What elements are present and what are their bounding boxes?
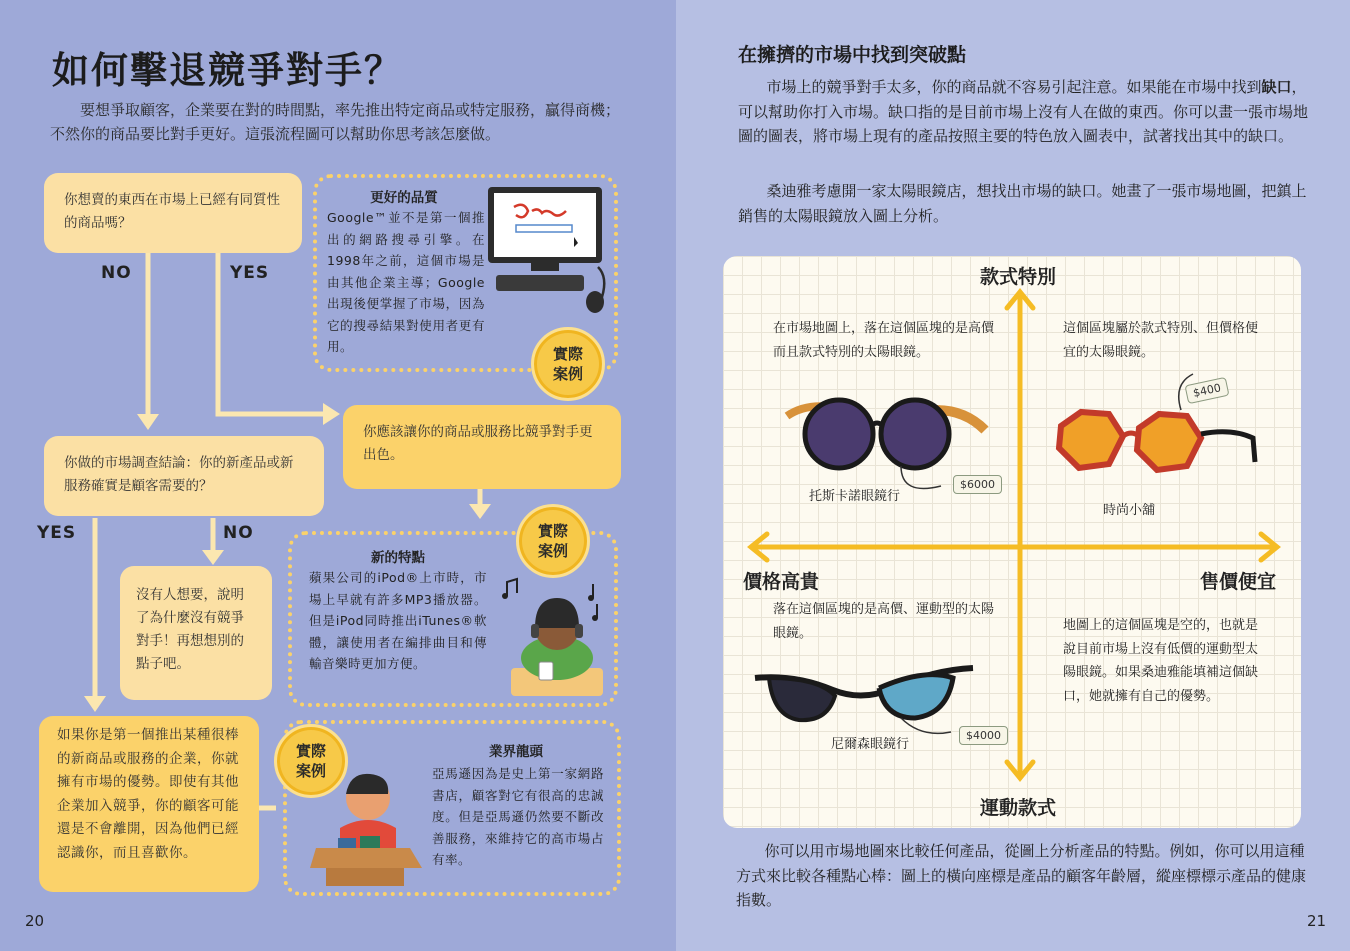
section-title: 在擁擠的市場中找到突破點	[738, 44, 967, 66]
price-tag-bl: $4000	[959, 726, 1008, 745]
case2-title: 新的特點	[371, 550, 425, 566]
page-number-right: 21	[1307, 912, 1327, 930]
real-case-badge-3: 實際 案例	[274, 724, 348, 798]
first-mover-box: 如果你是第一個推出某種很棒的新商品或服務的企業，你就擁有市場的優勢。即使有其他企業加入競爭，你的顧客可能還是不會離開，因為他們已經認識你，而且喜歡你。	[39, 716, 259, 892]
axis-top-label: 款式特別	[980, 266, 1057, 288]
price-tag-tr: $400	[1184, 377, 1229, 404]
quadrant-bottom-left-text: 落在這個區塊的是高價、運動型的太陽眼鏡。	[773, 602, 995, 641]
hexagon-sunglasses-icon	[1053, 406, 1259, 486]
shop-name-tr: 時尚小舖	[1103, 503, 1156, 518]
case1-title: 更好的品質	[370, 190, 438, 206]
paragraph-2: 桑迪雅考慮開一家太陽眼鏡店，想找出市場的缺口。她畫了一張市場地圖，把鎮上銷售的太陽眼鏡放入圖上分析。	[738, 182, 1307, 225]
yes-label-1: YES	[230, 263, 270, 283]
real-case-badge-2: 實際 案例	[516, 504, 590, 578]
quadrant-top-left-text: 在市場地圖上，落在這個區塊的是高價而且款式特別的太陽眼鏡。	[773, 321, 995, 360]
right-page	[676, 0, 1350, 951]
case3-title: 業界龍頭	[489, 744, 543, 760]
case2-text: 蘋果公司的iPod®上市時，市場上早就有許多MP3播放器。但是iPod同時推出iTunes®軟體，讓使用者在編排曲目和傳輸音樂時更加方便。	[309, 570, 487, 671]
real-case-badge-1: 實際 案例	[531, 327, 605, 401]
paragraph-1: 市場上的競爭對手太多，你的商品就不容易引起注意。如果能在市場中找到缺口，可以幫助你打入市場。缺口指的是目前市場上沒有人在做的東西。你可以畫一張市場地圖的圖表，將市場上現有的產品按照主要的特色放入圖表中，試著找出其中的缺口。	[738, 78, 1309, 145]
question-existing-products: 你想賣的東西在市場上已經有同質性的商品嗎？	[44, 173, 302, 253]
axis-bottom-label: 運動款式	[980, 797, 1057, 819]
computer-icon	[486, 185, 610, 315]
page-title: 如何擊退競爭對手？	[52, 49, 403, 92]
shop-name-bl: 尼爾森眼鏡行	[831, 737, 910, 752]
price-tag-tl: $6000	[953, 475, 1002, 494]
yes-label-2: YES	[37, 523, 77, 543]
music-listener-illustration	[497, 574, 609, 700]
no-one-wants-box: 沒有人想要，說明了為什麼沒有競爭對手！再想想別的點子吧。	[120, 566, 272, 700]
quadrant-bottom-right-text: 地圖上的這個區塊是空的，也就是說目前市場上沒有低價的運動型太陽眼鏡。如果桑迪雅能填補這個缺口，她就擁有自己的優勢。	[1063, 618, 1259, 704]
case3-text: 亞馬遜因為是史上第一家網路書店，顧客對它有很高的忠誠度。但是亞馬遜仍然要不斷改善服務，來維持它的高市場占有率。	[432, 766, 604, 867]
quadrant-top-right-text: 這個區塊屬於款式特別、但價格便宜的太陽眼鏡。	[1063, 321, 1259, 360]
market-map-card	[723, 256, 1301, 828]
be-better-box: 你應該讓你的商品或服務比競爭對手更出色。	[343, 405, 621, 489]
page-number-left: 20	[25, 912, 45, 930]
no-label-2: NO	[223, 523, 254, 543]
paragraph-3: 你可以用市場地圖來比較任何產品，從圖上分析產品的特點。例如，你可以用這種方式來比較各種點心棒：圖上的橫向座標是產品的顧客年齡層，縱座標標示產品的健康指數。	[736, 842, 1307, 909]
axis-left-label: 價格高貴	[743, 571, 820, 593]
no-label-1: NO	[101, 263, 132, 283]
axis-right-label: 售價便宜	[1200, 571, 1277, 593]
question-market-research: 你做的市場調查結論：你的新產品或新服務確實是顧客需要的？	[44, 436, 324, 516]
case1-text: Google™並不是第一個推出的網路搜尋引擎。在1998年之前，這個市場是由其他企業主導；Google出現後便掌握了市場，因為它的搜尋結果對使用者更有用。	[327, 210, 485, 354]
shop-name-tl: 托斯卡諾眼鏡行	[809, 489, 901, 504]
intro-text: 要想爭取顧客，企業要在對的時間點，率先推出特定商品或特定服務，贏得商機；不然你的商品要比對手更好。這張流程圖可以幫助你思考該怎麼做。	[50, 101, 621, 143]
